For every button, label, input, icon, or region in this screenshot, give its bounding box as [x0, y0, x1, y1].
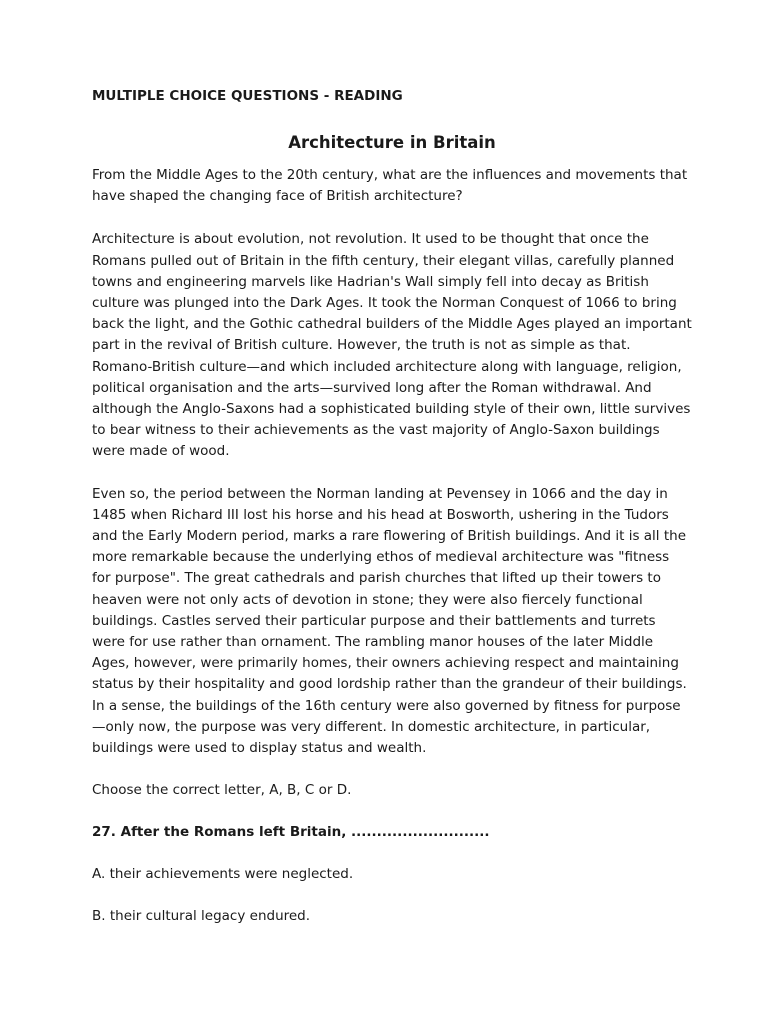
body-paragraph-2: Even so, the period between the Norman landing at Pevensey in 1066 and the day in 1485 when Richard III lost his horse and his head at Bosworth, ushering in the Tudors and the Early Modern period, marks a rare flowering of British buildings. And it is all the more remarkable because the underlying ethos of medieval architecture was "fitness for purpose". The great cathedrals and parish churches that lifted up their towers to heaven were not only acts of devotion in stone; they were also fiercely functional buildings. Castles served their particular purpose and their battlements and turrets were for use rather than ornament. The rambling manor houses of the later Middle Ages, however, were primarily homes, their owners achieving respect and maintaining status by their hospitality and good lordship rather than the grandeur of their buildings. In a sense, the buildings of the 16th century were also governed by fitness for purpose—only now, the purpose was very different. In domestic architecture, in particular, buildings were used to display status and wealth.	[92, 485, 687, 757]
section-label: MULTIPLE CHOICE QUESTIONS - READING	[92, 88, 403, 104]
document-title: Architecture in Britain	[288, 133, 496, 152]
option-b: B. their cultural legacy endured.	[92, 908, 311, 925]
question-27: 27. After the Romans left Britain, ...........................	[92, 824, 490, 841]
document-page	[92, 86, 692, 948]
instructions-text: Choose the correct letter, A, B, C or D.	[92, 782, 352, 799]
option-a: A. their achievements were neglected.	[92, 866, 354, 883]
intro-paragraph: From the Middle Ages to the 20th century, what are the influences and movements that have shaped the changing face of British architecture?	[92, 167, 688, 205]
body-paragraph-1: Architecture is about evolution, not revolution. It used to be thought that once the Romans pulled out of Britain in the fifth century, their elegant villas, carefully planned towns and engineering marvels like Hadrian's Wall simply fell into decay as British culture was plunged into the Dark Ages. It took the Norman Conquest of 1066 to bring back the light, and the Gothic cathedral builders of the Middle Ages played an important part in the revival of British culture. However, the truth is not as simple as that. Romano-British culture—and which included architecture along with language, religion, political organisation and the arts—survived long after the Roman withdrawal. And although the Anglo-Saxons had a sophisticated building style of their own, little survives to bear witness to their achievements as the vast majority of Anglo-Saxon buildings were made of wood.	[92, 231, 692, 460]
